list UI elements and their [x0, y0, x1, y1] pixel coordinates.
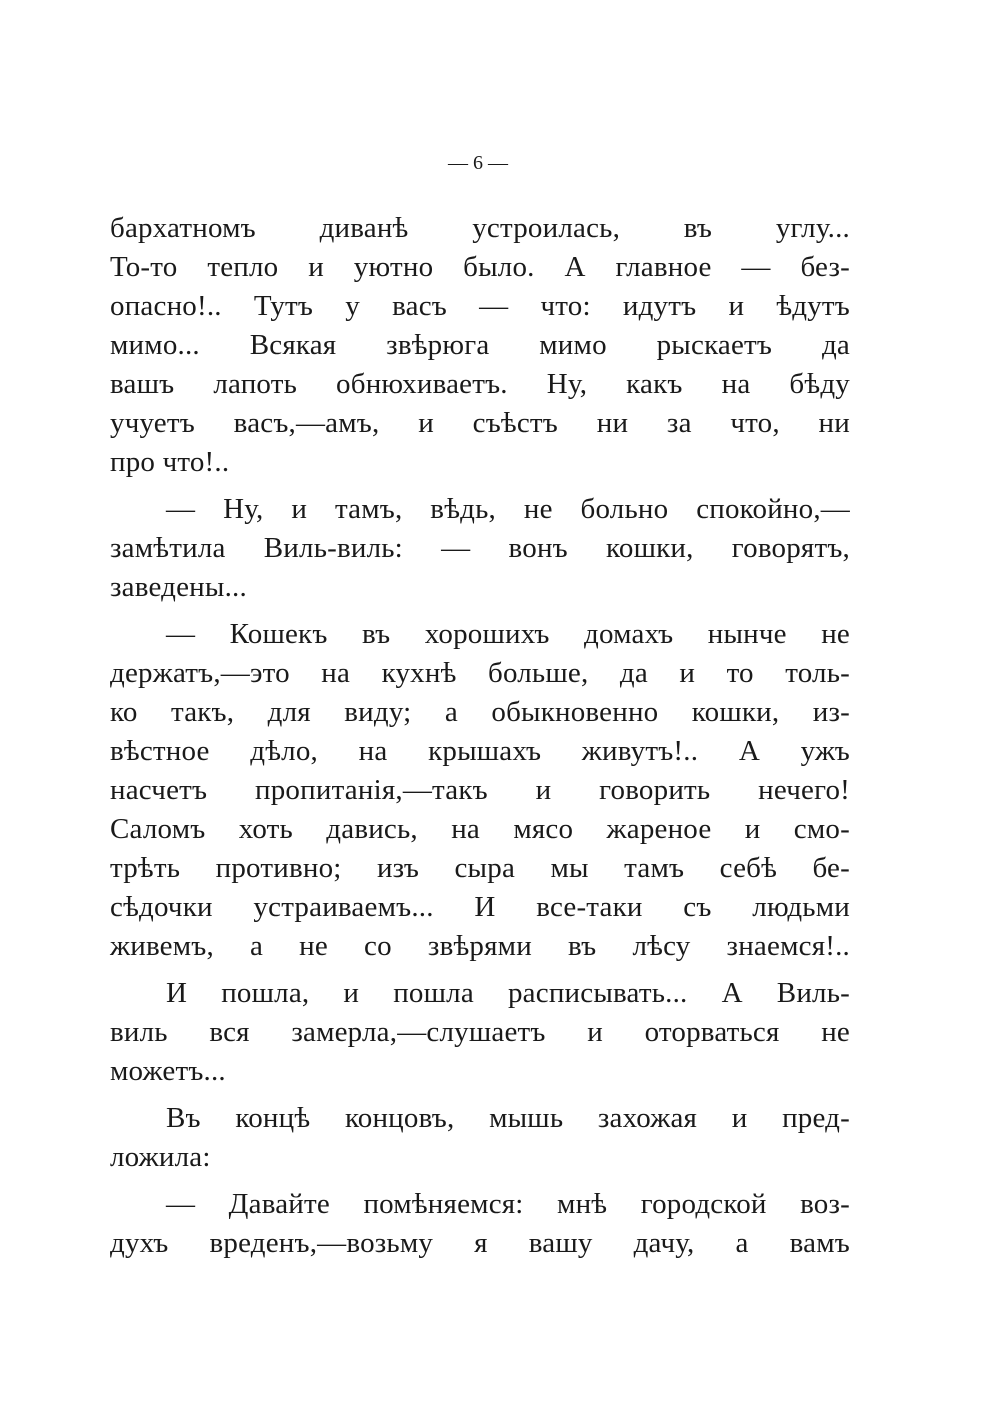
text-line: То-то тепло и уютно было. А главное — без- — [110, 251, 850, 283]
text-line: живемъ, а не со звѣрями въ лѣсу знаемся!.. — [110, 930, 850, 962]
text-line: держатъ,—это на кухнѣ больше, да и то толь- — [110, 657, 850, 689]
page-number: — 6 — — [448, 152, 508, 174]
text-line: — Давайте помѣняемся: мнѣ городской воз- — [166, 1188, 850, 1220]
text-line: вашъ лапоть обнюхиваетъ. Ну, какъ на бѣду — [110, 368, 850, 400]
text-line: вѣстное дѣло, на крышахъ живутъ!.. А ужъ — [110, 735, 850, 767]
text-line: мимо... Всякая звѣрюга мимо рыскаетъ да — [110, 329, 850, 361]
text-line: — Ну, и тамъ, вѣдь, не больно спокойно,— — [166, 493, 850, 525]
text-line: можетъ... — [110, 1055, 226, 1087]
text-line: замѣтила Виль-виль: — вонъ кошки, говорятъ, — [110, 532, 850, 564]
text-line: бархатномъ диванѣ устроилась, въ углу... — [110, 212, 850, 244]
text-line: духъ вреденъ,—возьму я вашу дачу, а вамъ — [110, 1227, 850, 1259]
text-line: трѣть противно; изъ сыра мы тамъ себѣ бе- — [110, 852, 850, 884]
text-line: сѣдочки устраиваемъ... И все-таки съ людьми — [110, 891, 850, 923]
text-line: насчетъ пропитанія,—такъ и говорить нечего! — [110, 774, 850, 806]
text-line: — Кошекъ въ хорошихъ домахъ нынче не — [166, 618, 850, 650]
text-line: ложила: — [110, 1141, 211, 1173]
text-line: Въ концѣ концовъ, мышь захожая и пред- — [166, 1102, 850, 1134]
text-line: про что!.. — [110, 446, 230, 478]
text-line: ко такъ, для виду; а обыкновенно кошки, из- — [110, 696, 850, 728]
text-line: опасно!.. Тутъ у васъ — что: идутъ и ѣдутъ — [110, 290, 850, 322]
text-line: виль вся замерла,—слушаетъ и оторваться не — [110, 1016, 850, 1048]
text-line: И пошла, и пошла расписывать... А Виль- — [166, 977, 850, 1009]
text-line: учуетъ васъ,—амъ, и съѣстъ ни за что, ни — [110, 407, 850, 439]
text-line: заведены... — [110, 571, 247, 603]
text-line: Саломъ хоть давись, на мясо жареное и смо- — [110, 813, 850, 845]
